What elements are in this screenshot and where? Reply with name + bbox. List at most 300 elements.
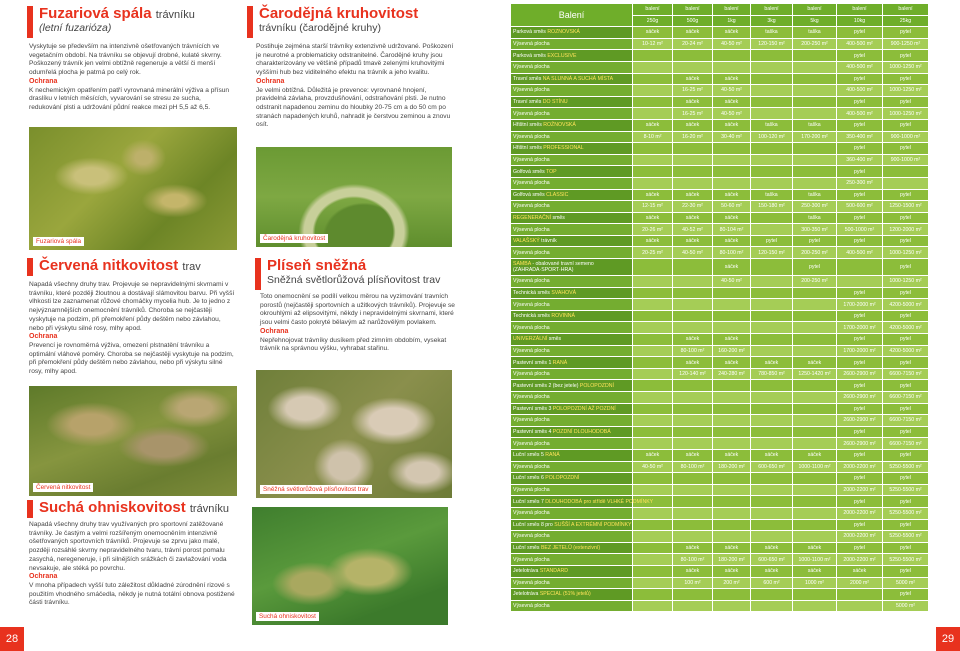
table-row-name: UNIVERZÁLNÍ směs: [511, 334, 633, 346]
table-cell: [751, 403, 793, 415]
fuzarioza-protect-label: Ochrana: [29, 77, 58, 85]
nitkovitost-heading: [27, 258, 201, 276]
table-cell: [793, 345, 837, 357]
table-cell: [633, 259, 673, 276]
table-cell: [673, 299, 713, 311]
table-cell: [633, 143, 673, 155]
table-cell: pytel: [883, 119, 929, 131]
table-cell: [673, 380, 713, 392]
table-cell: 240-280 m²: [713, 368, 751, 380]
table-row-name: Výsevná plocha: [511, 600, 633, 612]
table-cell: [713, 507, 751, 519]
table-cell: [633, 577, 673, 589]
table-cell: sáček: [673, 235, 713, 247]
table-cell: [633, 507, 673, 519]
table-row-name: Výsevná plocha: [511, 247, 633, 259]
nitkovitost-text: Napadá všechny druhy trav. Projevuje se nepravidelnými skvrnami v trávníku, které později žloutnou a dostávají slámovitou barvu. Při vyšší vlhkosti lze zaznamenat růžové chomáčky mycelia hub. Je to jedno z nejvýznamnějších onemocnění trávníků. Choroba se nejčastěji vyskytuje na podzim, při přemokření půdy deštěm nebo závlahou, nebo při výskytu silné rosy, mlhy apod.: [29, 281, 235, 332]
table-cell: [793, 334, 837, 346]
table-row-name: Luční směs 7 DLOUHODOBÁ pro střídě VLHKÉ PODMÍNKY: [511, 496, 633, 508]
plisen-heading: [255, 258, 440, 290]
table-row-name: Výsevná plocha: [511, 461, 633, 473]
table-cell: 1000-1250 m²: [883, 61, 929, 73]
table-row: [511, 143, 929, 155]
table-row-name: Výsevná plocha: [511, 276, 633, 288]
table-cell: [633, 357, 673, 369]
table-row-name: VALAŠSKÝ trávník: [511, 235, 633, 247]
table-cell: pytel: [837, 119, 883, 131]
kruhovitost-photo: [256, 147, 452, 247]
page-number-right: 29: [936, 627, 960, 651]
ohniskovitost-heading: [27, 500, 229, 518]
table-cell: pytel: [837, 73, 883, 85]
table-row-name: Golfová směs CLASSIC: [511, 189, 633, 201]
table-cell: [751, 392, 793, 404]
ohniskovitost-title: Suchá ohniskovitost: [39, 499, 186, 516]
table-cell: 350-400 m²: [837, 131, 883, 143]
table-cell: [751, 143, 793, 155]
table-row: [511, 61, 929, 73]
table-row: [511, 235, 929, 247]
table-row: [511, 299, 929, 311]
table-cell: [793, 50, 837, 62]
table-cell: [751, 259, 793, 276]
table-row: [511, 357, 929, 369]
table-cell: sáček: [673, 334, 713, 346]
table-row-name: Výsevná plocha: [511, 299, 633, 311]
table-row-name: Výsevná plocha: [511, 38, 633, 50]
table-cell: [883, 166, 929, 178]
table-header-packaging: balení: [751, 4, 793, 16]
table-cell: [751, 224, 793, 236]
table-cell: [713, 589, 751, 601]
table-row: [511, 403, 929, 415]
table-row-name: Výsevná plocha: [511, 85, 633, 97]
table-cell: [793, 85, 837, 97]
table-cell: [751, 589, 793, 601]
table-row: [511, 189, 929, 201]
table-cell: pytel: [837, 50, 883, 62]
table-cell: pytel: [837, 542, 883, 554]
table-cell: pytel: [883, 310, 929, 322]
table-cell: 40-50 m²: [713, 108, 751, 120]
plisen-caption: Sněžná světlorůžová plísňovitost trav: [260, 485, 372, 494]
table-cell: sáček: [633, 189, 673, 201]
table-row: [511, 426, 929, 438]
table-cell: [793, 380, 837, 392]
table-cell: pytel: [883, 565, 929, 577]
table-header-size: 10kg: [837, 15, 883, 27]
table-cell: pytel: [883, 519, 929, 531]
table-cell: [713, 50, 751, 62]
table-cell: [751, 322, 793, 334]
table-cell: pytel: [837, 287, 883, 299]
table-row-name: Golfová směs TOP: [511, 166, 633, 178]
table-row-name: Výsevná plocha: [511, 177, 633, 189]
table-row: [511, 131, 929, 143]
table-cell: 250-300 m²: [793, 201, 837, 213]
table-cell: 900-1250 m²: [883, 38, 929, 50]
table-cell: sáček: [713, 212, 751, 224]
table-cell: sáček: [751, 542, 793, 554]
table-row-name: Výsevná plocha: [511, 201, 633, 213]
table-row: [511, 531, 929, 543]
table-row: [511, 50, 929, 62]
table-cell: 10-12 m²: [633, 38, 673, 50]
table-cell: sáček: [793, 449, 837, 461]
table-cell: 1700-2000 m²: [837, 322, 883, 334]
table-row: [511, 368, 929, 380]
table-row-name: Výsevná plocha: [511, 438, 633, 450]
table-cell: [633, 334, 673, 346]
table-row: [511, 166, 929, 178]
table-cell: 120-150 m²: [751, 247, 793, 259]
table-cell: sáček: [673, 565, 713, 577]
table-cell: 16-25 m²: [673, 85, 713, 97]
table-cell: [713, 403, 751, 415]
table-cell: 5250-5500 m²: [883, 507, 929, 519]
table-row-name: Technická směs SVAHOVÁ: [511, 287, 633, 299]
table-cell: [751, 380, 793, 392]
table-cell: [633, 473, 673, 485]
table-cell: 500-1000 m²: [837, 224, 883, 236]
table-cell: 180-200 m²: [713, 554, 751, 566]
table-cell: sáček: [713, 73, 751, 85]
table-cell: [633, 276, 673, 288]
table-cell: pytel: [837, 380, 883, 392]
table-row: [511, 449, 929, 461]
table-cell: [633, 50, 673, 62]
ohniskovitost-text-block: [29, 521, 235, 608]
table-cell: sáček: [633, 449, 673, 461]
table-cell: sáček: [713, 96, 751, 108]
table-cell: [633, 310, 673, 322]
table-cell: 5250-5500 m²: [883, 554, 929, 566]
table-cell: [633, 61, 673, 73]
table-cell: [633, 85, 673, 97]
table-row-name: Pastevní směs 3 POLOPOZDNÍ AŽ POZDNÍ: [511, 403, 633, 415]
fuzarioza-title-suffix: trávníku: [155, 9, 195, 21]
table-cell: [673, 310, 713, 322]
table-row-name: Luční směs 6 POLOPOZDNÍ: [511, 473, 633, 485]
fuzarioza-text-block: [29, 43, 235, 113]
table-cell: 150-180 m²: [751, 201, 793, 213]
table-cell: 2000-2200 m²: [837, 507, 883, 519]
table-cell: sáček: [673, 357, 713, 369]
table-cell: [713, 531, 751, 543]
table-row-name: Výsevná plocha: [511, 577, 633, 589]
ohniskovitost-protect-label: Ochrana: [29, 573, 58, 581]
table-cell: 6600-7150 m²: [883, 415, 929, 427]
table-cell: [713, 600, 751, 612]
table-cell: [793, 403, 837, 415]
table-cell: sáček: [713, 235, 751, 247]
table-cell: [673, 322, 713, 334]
table-cell: 250-300 m²: [837, 177, 883, 189]
table-row: [511, 154, 929, 166]
kruhovitost-subtitle: trávníku (čarodějné kruhy): [259, 21, 381, 34]
table-header-size: 500g: [673, 15, 713, 27]
table-cell: 2000 m²: [837, 577, 883, 589]
table-cell: [673, 519, 713, 531]
table-cell: 6600-7150 m²: [883, 392, 929, 404]
table-cell: sáček: [633, 27, 673, 39]
table-cell: 400-500 m²: [837, 247, 883, 259]
table-cell: 600 m²: [751, 577, 793, 589]
kruhovitost-title: Čarodějná kruhovitost: [259, 5, 419, 22]
plisen-protect-text: Nepřehnojovat trávníky dusíkem před zimním obdobím, vysekat trávník na správnou výšku, vyhrabat stařinu.: [260, 336, 447, 353]
table-row-name: Travní směs DO STÍNU: [511, 96, 633, 108]
table-cell: 2600-2900 m²: [837, 392, 883, 404]
table-header-size: 250g: [633, 15, 673, 27]
table-cell: [673, 276, 713, 288]
plisen-subtitle: Sněžná světlorůžová plísňovitost trav: [267, 273, 441, 286]
table-cell: [673, 166, 713, 178]
table-cell: pytel: [837, 403, 883, 415]
table-cell: [673, 531, 713, 543]
table-row: [511, 119, 929, 131]
fuzarioza-protect-text: K nechemickým opatřením patří vyrovnaná minerální výživa a přísun draslíku v letních měsících, vyvarování se stresu ze sucha, redukování plsti a udržování půdní reakce mezi pH 5,5 až 6,5.: [29, 86, 230, 111]
table-cell: [751, 166, 793, 178]
table-cell: 2000-2200 m²: [837, 554, 883, 566]
table-cell: 100 m²: [673, 577, 713, 589]
table-cell: 400-500 m²: [837, 38, 883, 50]
table-cell: 780-850 m²: [751, 368, 793, 380]
table-cell: sáček: [713, 449, 751, 461]
table-cell: [793, 438, 837, 450]
table-row: [511, 108, 929, 120]
table-cell: [673, 61, 713, 73]
table-row: [511, 542, 929, 554]
plisen-protect-label: Ochrana: [260, 327, 289, 335]
table-cell: 80-104 m²: [713, 224, 751, 236]
table-cell: taška: [793, 119, 837, 131]
table-cell: 80-100 m²: [673, 345, 713, 357]
table-cell: pytel: [883, 449, 929, 461]
table-cell: 20-25 m²: [633, 247, 673, 259]
table-cell: 120-150 m²: [751, 38, 793, 50]
table-cell: [673, 507, 713, 519]
table-cell: 6600-7150 m²: [883, 438, 929, 450]
table-cell: [673, 426, 713, 438]
table-cell: sáček: [673, 73, 713, 85]
table-row-name: SAMBA - obalované travní semeno (ZAHRADA·SPORT·HRA): [511, 259, 633, 276]
nitkovitost-protect-label: Ochrana: [29, 333, 58, 341]
table-row: [511, 27, 929, 39]
table-cell: pytel: [883, 287, 929, 299]
table-cell: [713, 61, 751, 73]
table-row: [511, 519, 929, 531]
kruhovitost-heading: [247, 6, 418, 38]
table-cell: sáček: [713, 565, 751, 577]
table-row: [511, 380, 929, 392]
table-row: [511, 484, 929, 496]
table-row-name: Luční směs 5 RANÁ: [511, 449, 633, 461]
table-cell: [793, 589, 837, 601]
table-cell: [751, 310, 793, 322]
table-cell: 4200-5000 m²: [883, 345, 929, 357]
table-cell: 300-350 m²: [793, 224, 837, 236]
table-cell: [793, 496, 837, 508]
table-row-name: Luční směs BEZ JETELŮ (extenzivní): [511, 542, 633, 554]
table-cell: [713, 166, 751, 178]
table-row: [511, 38, 929, 50]
ohniskovitost-caption: Suchá ohniskovitost: [256, 612, 319, 621]
table-cell: 1200-2000 m²: [883, 224, 929, 236]
table-row: [511, 212, 929, 224]
table-row-name: Výsevná plocha: [511, 131, 633, 143]
table-row-name: Parková směs ROZNOVSKÁ: [511, 27, 633, 39]
table-cell: [713, 287, 751, 299]
table-header-size: 3kg: [751, 15, 793, 27]
ohniskovitost-protect-text: V mnoha případech vyšší tuto záležitost důkladné zúrodnění rizové s použitím vhodného smáčedla, někdy je nutná totální obnova postižené části trávníku.: [29, 581, 235, 607]
table-cell: [673, 50, 713, 62]
table-cell: 30-40 m²: [713, 131, 751, 143]
table-cell: [713, 484, 751, 496]
nitkovitost-protect-text: Prevencí je rovnoměrná výživa, omezení plstnatění trávníku a optimální vláhové poměry. Choroba se nejčastěji vyskytuje na podzim, při přemokření půdy deštěm nebo závlahou, nebo při výskytu silné rosy, mlhy apod.: [29, 341, 234, 376]
table-cell: pytel: [883, 143, 929, 155]
table-cell: [713, 154, 751, 166]
table-cell: [793, 415, 837, 427]
table-row: [511, 96, 929, 108]
table-cell: 1250-1420 m²: [793, 368, 837, 380]
table-header-packaging: balení: [883, 4, 929, 16]
table-cell: [793, 310, 837, 322]
table-cell: pytel: [837, 189, 883, 201]
table-cell: pytel: [883, 73, 929, 85]
table-cell: [633, 380, 673, 392]
table-cell: 20-24 m²: [673, 38, 713, 50]
table-cell: sáček: [793, 542, 837, 554]
nitkovitost-title: Červená nitkovitost: [39, 257, 179, 274]
table-header-packaging: balení: [793, 4, 837, 16]
table-cell: [751, 276, 793, 288]
table-cell: taška: [793, 27, 837, 39]
table-cell: [751, 299, 793, 311]
table-cell: pytel: [883, 473, 929, 485]
table-cell: [633, 600, 673, 612]
table-cell: 1700-2000 m²: [837, 299, 883, 311]
table-cell: [751, 108, 793, 120]
table-cell: pytel: [837, 212, 883, 224]
table-cell: pytel: [883, 426, 929, 438]
table-cell: [793, 166, 837, 178]
table-cell: pytel: [837, 310, 883, 322]
table-row-name: Výsevná plocha: [511, 368, 633, 380]
table-row-name: Výsevná plocha: [511, 415, 633, 427]
table-cell: [793, 143, 837, 155]
table-cell: 80-100 m²: [673, 461, 713, 473]
table-cell: [751, 484, 793, 496]
table-header-packaging: balení: [837, 4, 883, 16]
table-cell: [751, 473, 793, 485]
table-cell: [793, 392, 837, 404]
table-cell: pytel: [883, 50, 929, 62]
table-cell: [713, 299, 751, 311]
table-cell: pytel: [883, 589, 929, 601]
table-cell: 170-200 m²: [793, 131, 837, 143]
table-cell: pytel: [837, 519, 883, 531]
table-cell: pytel: [883, 259, 929, 276]
table-cell: [793, 73, 837, 85]
table-header-packaging: balení: [713, 4, 751, 16]
table-cell: [673, 177, 713, 189]
table-cell: 1700-2000 m²: [837, 345, 883, 357]
table-cell: 1000-1250 m²: [883, 276, 929, 288]
kruhovitost-protect-text: Je velmi obtížná. Důležitá je prevence: vyrovnané hnojení, pravidelná závlaha, provzdušňování, odstraňování plsti. Je nutno odstranit napadenou zeminu do hloubky 20-75 cm a do 50 cm po stranách napadených kruhů, nahradit je čerstvou zeminou a znovu osít.: [256, 86, 451, 129]
table-cell: [713, 380, 751, 392]
table-row-name: Jetelotráva STANDARD: [511, 565, 633, 577]
table-cell: 120-140 m²: [673, 368, 713, 380]
table-cell: 900-1000 m²: [883, 154, 929, 166]
table-header-label: Balení: [511, 4, 633, 27]
table-cell: pytel: [883, 334, 929, 346]
table-row-name: Travní směs NA SLUNNÁ A SUCHÁ MÍSTA: [511, 73, 633, 85]
table-cell: 12-15 m²: [633, 201, 673, 213]
table-cell: taška: [751, 27, 793, 39]
table-row: [511, 496, 929, 508]
table-row-name: Výsevná plocha: [511, 108, 633, 120]
table-cell: 200-250 m²: [793, 247, 837, 259]
table-cell: [751, 496, 793, 508]
table-cell: 40-50 m²: [713, 38, 751, 50]
table-cell: [751, 177, 793, 189]
table-cell: 5250-5500 m²: [883, 461, 929, 473]
table-cell: pytel: [883, 380, 929, 392]
table-cell: [793, 96, 837, 108]
table-cell: 900-1000 m²: [883, 131, 929, 143]
table-row-name: Výsevná plocha: [511, 154, 633, 166]
plisen-text: Toto onemocnění se podílí velkou měrou na vyzimování travních porostů (nejčastěji sportovních a užitkových trávníků). Projevuje se okrouhlými až elipsovitými, někdy i nepravidelnými skvrnami, které jsou velmi často pokryté bělavým až narůžovělým povlakem.: [260, 293, 455, 327]
table-cell: [633, 322, 673, 334]
table-cell: [751, 154, 793, 166]
table-cell: [751, 519, 793, 531]
table-cell: [633, 299, 673, 311]
table-cell: 40-50 m²: [633, 461, 673, 473]
table-row: [511, 345, 929, 357]
table-row: [511, 577, 929, 589]
table-cell: sáček: [713, 189, 751, 201]
table-cell: 2600-2900 m²: [837, 415, 883, 427]
table-cell: 16-20 m²: [673, 131, 713, 143]
table-cell: pytel: [883, 189, 929, 201]
table-header-packaging: balení: [633, 4, 673, 16]
fuzarioza-subtitle: (letní fuzarióza): [39, 21, 112, 34]
table-cell: [633, 177, 673, 189]
table-row-name: Luční směs 8 pro SUŠŠÍ A EXTRÉMNÍ PODMÍNKY: [511, 519, 633, 531]
table-cell: [793, 61, 837, 73]
table-cell: pytel: [883, 235, 929, 247]
table-cell: 5250-5500 m²: [883, 484, 929, 496]
plisen-photo: [256, 370, 452, 498]
table-row: [511, 507, 929, 519]
table-row: [511, 438, 929, 450]
table-row-name: Hřištní směs PROFESSIONAL: [511, 143, 633, 155]
table-cell: [793, 507, 837, 519]
table-cell: pytel: [837, 143, 883, 155]
fuzarioza-photo: [29, 127, 237, 250]
table-cell: [633, 554, 673, 566]
ohniskovitost-photo: [252, 507, 448, 625]
table-cell: 500-600 m²: [837, 201, 883, 213]
table-cell: 400-500 m²: [837, 61, 883, 73]
table-cell: [713, 415, 751, 427]
table-cell: 200 m²: [713, 577, 751, 589]
table-cell: 160-200 m²: [713, 345, 751, 357]
ohniskovitost-text: Napadá všechny druhy trav využívaných pro sportovní zatěžované trávníky. Je častým a velmi rozšířeným onemocněním intenzivně ošetřovaných sportovních trávníků. Projevuje se zprvu jako malé, později rozsáhlé skvrny nepravidelného tvaru, trávní porost pomalu zasychá, neregeneruje, i při silnějších srážkách či zavlažování voda nevsakuje, ale stéká po povrchu.: [29, 521, 227, 572]
table-cell: [673, 143, 713, 155]
table-cell: [793, 426, 837, 438]
table-cell: [713, 322, 751, 334]
